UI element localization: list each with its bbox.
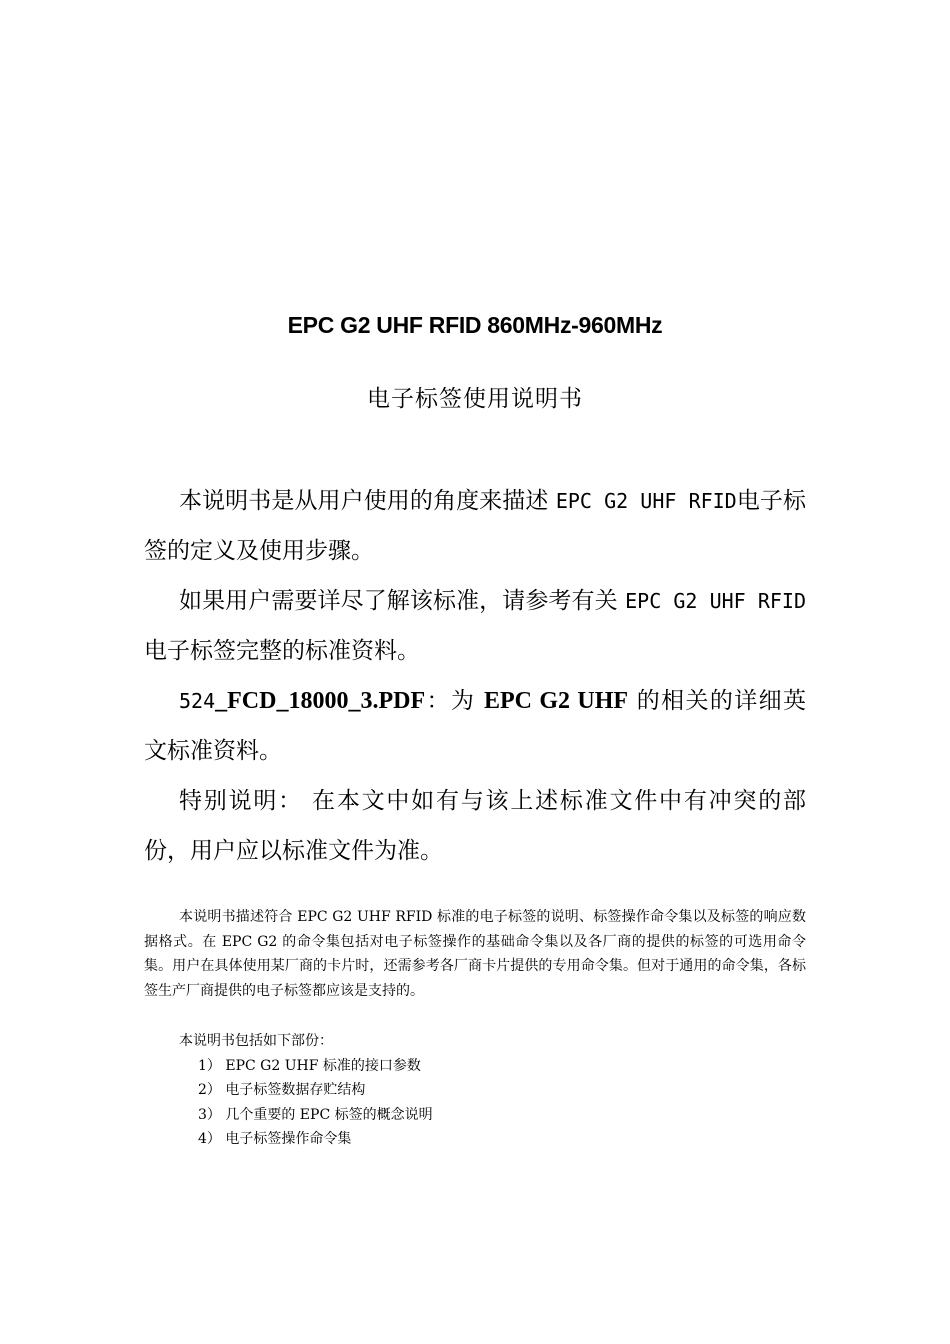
text-run: 如果用户需要详尽了解该标准，请参考有关	[179, 588, 626, 614]
summary-paragraph: 本说明书描述符合 EPC G2 UHF RFID 标准的电子标签的说明、标签操作命令集以及标签的响应数据格式。在 EPC G2 的命令集包括对电子标签操作的基础命令集以及各厂商的提供的标签的可选用命令集。用户在具体使用某厂商的卡片时，还需参考各厂商卡片提供的专用命令集。但对于通用的命令集，各标签生产厂商提供的电子标签都应该是支持的。	[144, 909, 806, 999]
list-item: 2） 电子标签数据存贮结构	[198, 1082, 366, 1098]
filename-run: _FCD_18000_3.PDF	[215, 688, 426, 714]
text-run: 本说明书是从用户使用的角度来描述	[179, 488, 556, 514]
contents-intro: 本说明书包括如下部份：	[179, 1033, 333, 1049]
contents-list	[144, 1054, 806, 1152]
intro-paragraph-1	[144, 476, 806, 576]
text-run: 的相关的详细英文标准资料。	[144, 688, 807, 764]
intro-paragraph-3	[144, 676, 806, 776]
mono-run: 524	[179, 689, 216, 713]
standard-run: EPC G2 UHF	[483, 688, 629, 714]
list-item: 4） 电子标签操作命令集	[198, 1131, 352, 1147]
list-item: 3） 几个重要的 EPC 标签的概念说明	[198, 1106, 433, 1123]
contents-section	[144, 1029, 806, 1152]
intro-section	[144, 476, 806, 876]
document-title: EPC G2 UHF RFID 860MHz-960MHz	[287, 312, 663, 338]
intro-paragraph-2	[144, 576, 806, 676]
summary-section	[144, 905, 806, 1003]
intro-paragraph-4: 特别说明： 在本文中如有与该上述标准文件中有冲突的部份，用户应以标准文件为准。	[144, 788, 806, 864]
text-run: 电子标签完整的标准资料。	[144, 638, 420, 664]
document-subtitle: 电子标签使用说明书	[367, 386, 583, 412]
mono-run: EPC G2 UHF RFID	[625, 589, 806, 613]
text-run: 电子标签的定义及使用步骤。	[144, 488, 807, 564]
mono-run: EPC G2 UHF RFID	[555, 489, 737, 513]
list-item: 1） EPC G2 UHF 标准的接口参数	[198, 1057, 421, 1074]
text-run: ：为	[425, 688, 484, 714]
